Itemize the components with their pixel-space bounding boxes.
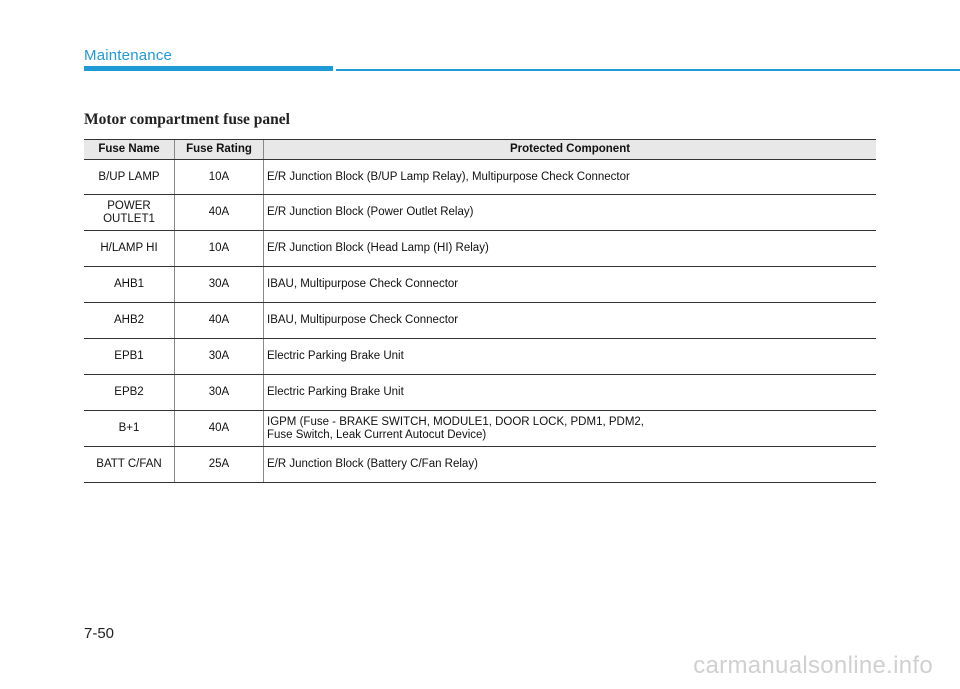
table-row (84, 195, 876, 231)
fuse-rating-cell: 10A (175, 231, 264, 267)
protected-component-cell: E/R Junction Block (Head Lamp (HI) Relay) (264, 231, 877, 267)
table-row (84, 447, 876, 483)
table-row (84, 339, 876, 375)
fuse-rating-cell: 30A (175, 375, 264, 411)
protected-component-cell: IBAU, Multipurpose Check Connector (264, 267, 877, 303)
protected-component-cell: E/R Junction Block (Power Outlet Relay) (264, 195, 877, 231)
protected-component-cell: Electric Parking Brake Unit (264, 375, 877, 411)
section-title: Motor compartment fuse panel (84, 111, 290, 128)
table-row (84, 411, 876, 447)
protected-component-cell: IGPM (Fuse - BRAKE SWITCH, MODULE1, DOOR LOCK, PDM1, PDM2, Fuse Switch, Leak Current Autocut Device) (264, 411, 877, 447)
watermark: carmanualsonline.info (693, 652, 933, 679)
page-number: 7-50 (84, 625, 115, 642)
table-row (84, 231, 876, 267)
table-row (84, 375, 876, 411)
column-header-protected-component: Protected Component (264, 140, 877, 160)
header-rule-line (336, 69, 960, 71)
table-header-row (84, 140, 876, 160)
column-header-fuse-name: Fuse Name (84, 140, 175, 160)
header-rule-accent (84, 66, 333, 71)
fuse-name-cell: EPB2 (84, 375, 175, 411)
table-row (84, 267, 876, 303)
fuse-rating-cell: 10A (175, 160, 264, 195)
protected-component-cell: Electric Parking Brake Unit (264, 339, 877, 375)
protected-component-cell: IBAU, Multipurpose Check Connector (264, 303, 877, 339)
fuse-name-cell: B+1 (84, 411, 175, 447)
fuse-name-cell: POWER OUTLET1 (84, 195, 175, 231)
fuse-rating-cell: 25A (175, 447, 264, 483)
fuse-name-cell: AHB1 (84, 267, 175, 303)
fuse-name-cell: B/UP LAMP (84, 160, 175, 195)
table-row (84, 160, 876, 195)
table-row (84, 303, 876, 339)
protected-component-cell: E/R Junction Block (B/UP Lamp Relay), Multipurpose Check Connector (264, 160, 877, 195)
fuse-table (84, 139, 876, 483)
fuse-rating-cell: 40A (175, 303, 264, 339)
fuse-rating-cell: 40A (175, 195, 264, 231)
fuse-rating-cell: 40A (175, 411, 264, 447)
fuse-name-cell: AHB2 (84, 303, 175, 339)
fuse-name-cell: BATT C/FAN (84, 447, 175, 483)
section-label: Maintenance (84, 47, 173, 64)
fuse-rating-cell: 30A (175, 339, 264, 375)
fuse-name-cell: EPB1 (84, 339, 175, 375)
column-header-fuse-rating: Fuse Rating (175, 140, 264, 160)
fuse-rating-cell: 30A (175, 267, 264, 303)
protected-component-cell: E/R Junction Block (Battery C/Fan Relay) (264, 447, 877, 483)
fuse-name-cell: H/LAMP HI (84, 231, 175, 267)
